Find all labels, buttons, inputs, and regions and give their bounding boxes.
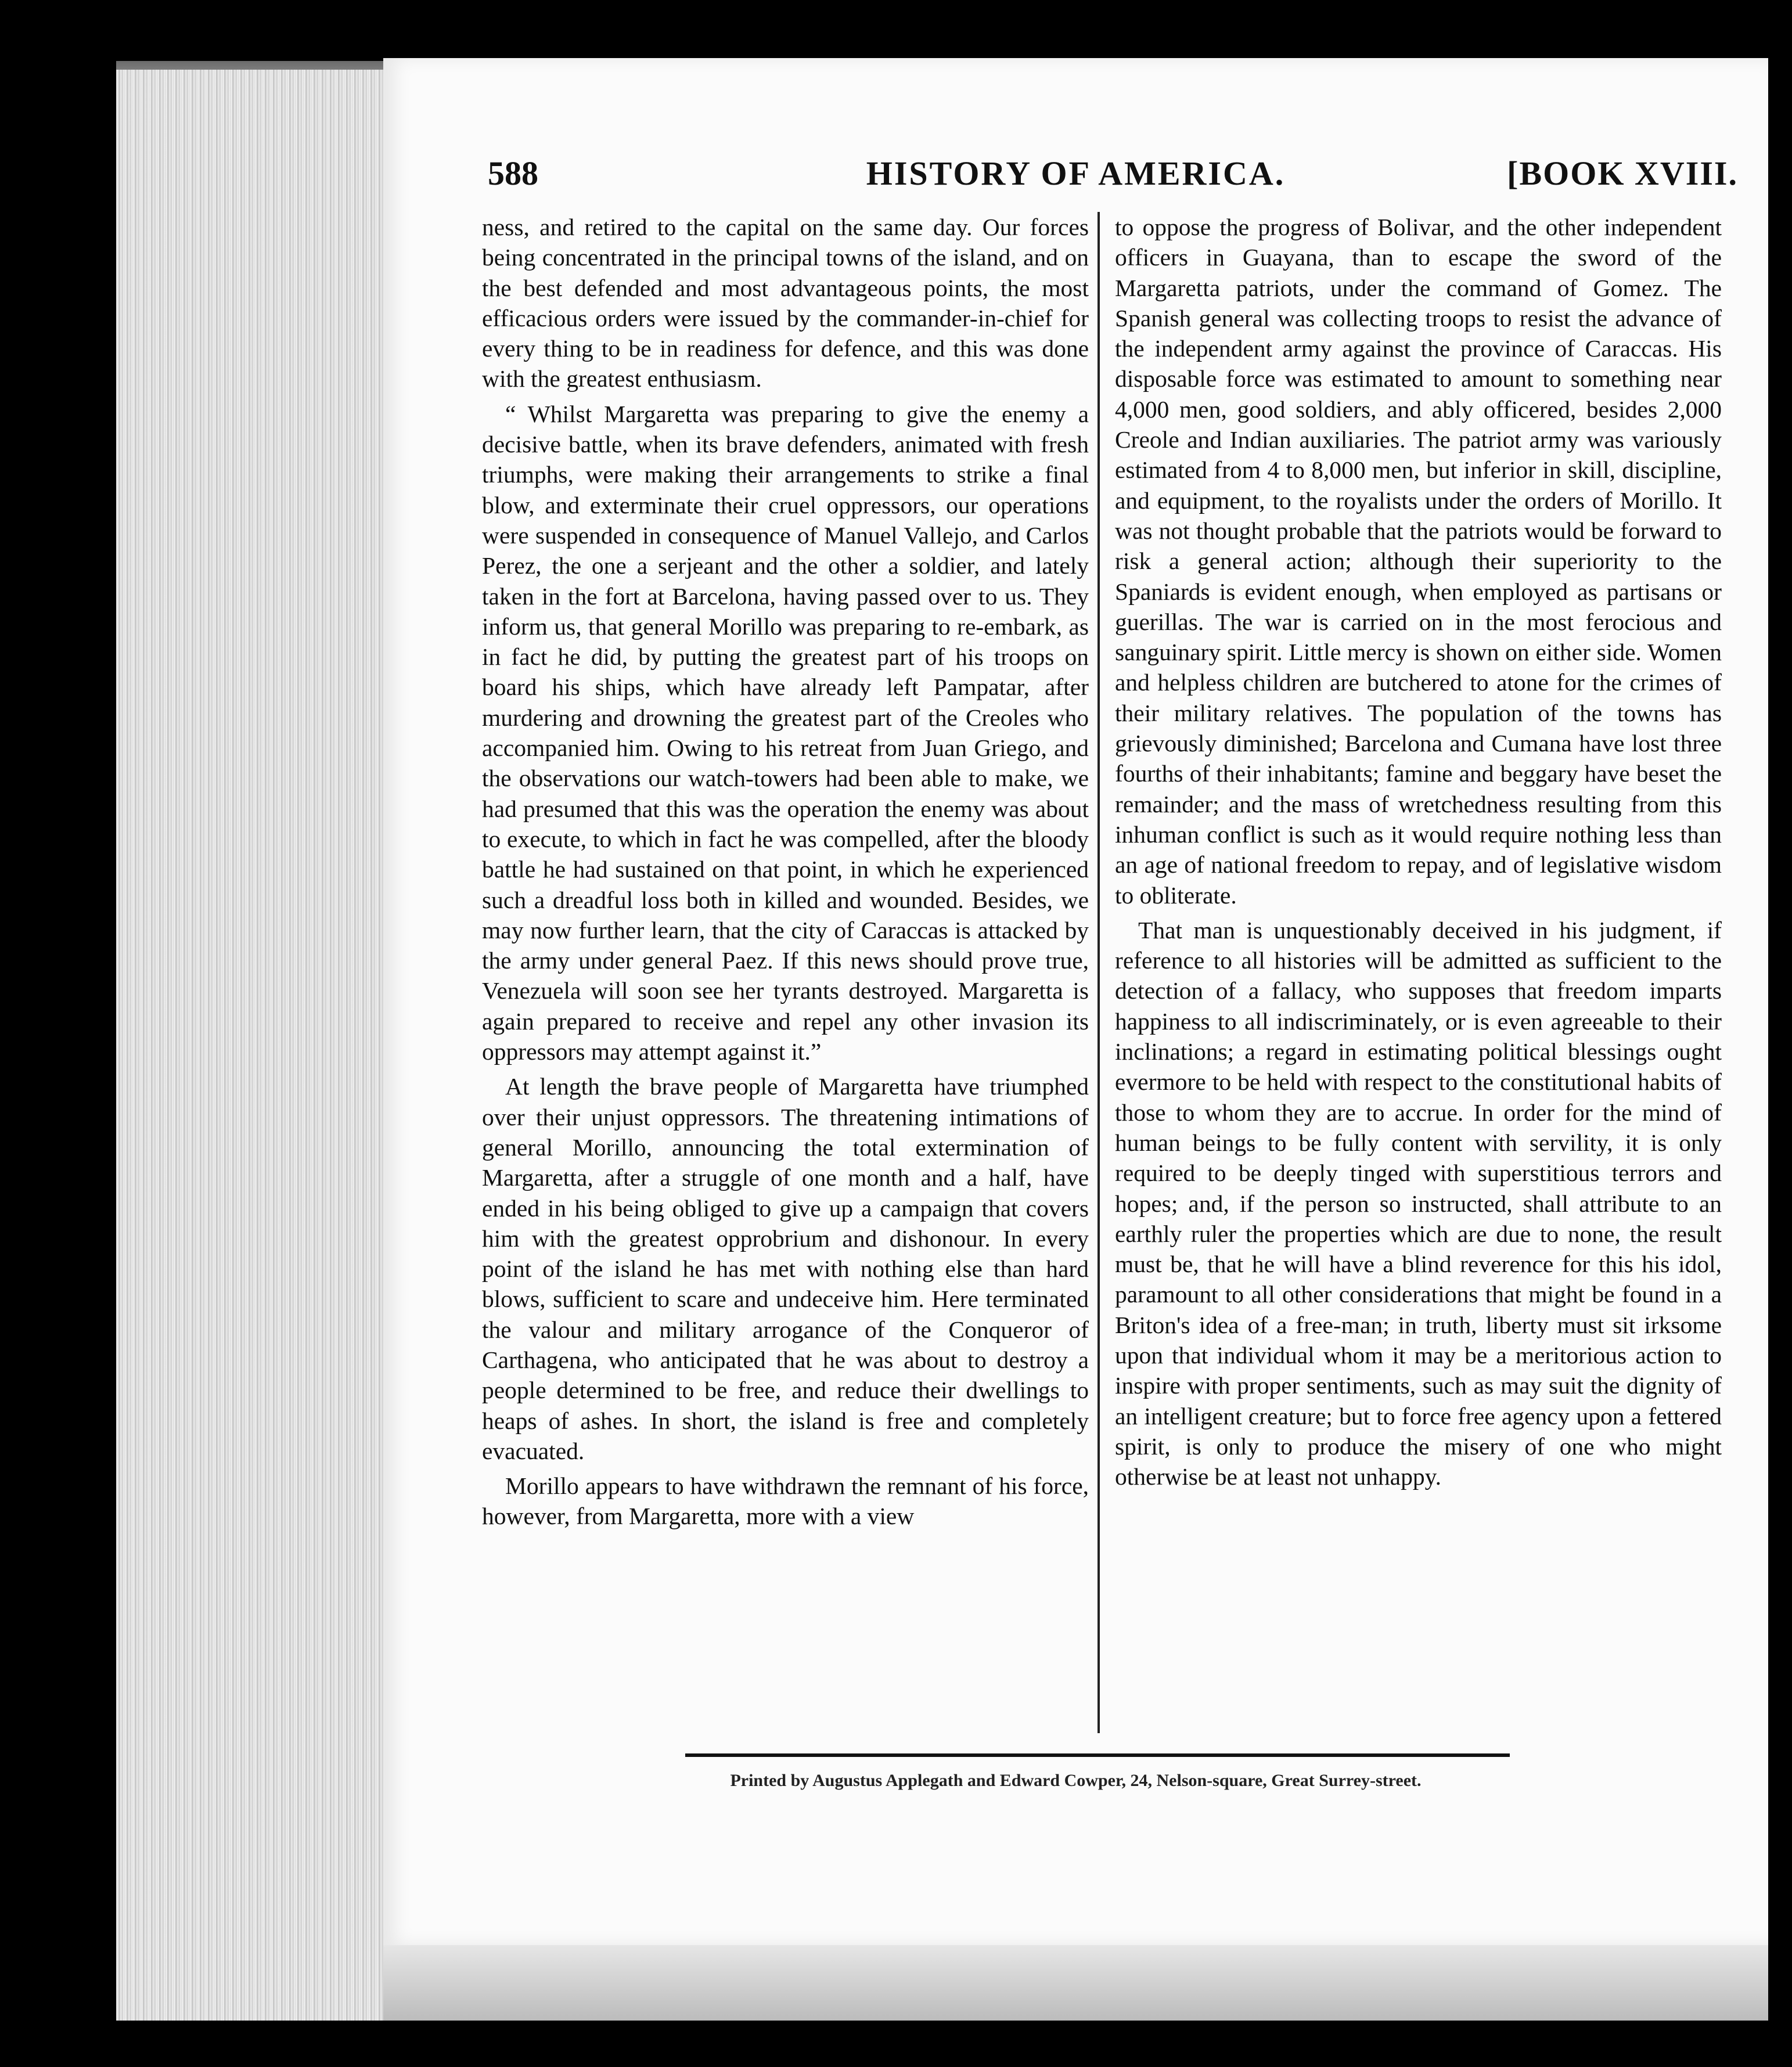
column-divider (1097, 212, 1100, 1733)
paragraph: Morillo appears to have withdrawn the remnant of his force, however, from Margaretta, more with a view (482, 1472, 1089, 1530)
paragraph: to oppose the progress of Bolivar, and the other independent officers in Guayana, than to escape the sword of the Margaretta patriots, under the command of Gomez. The Spanish general was collecting troops to resist the advance of the independent army against the province of Caraccas. His disposable force was estimated to amount to something near 4,000 men, good soldiers, and ably officered, besides 2,000 Creole and Indian auxiliaries. The patriot army was variously estimated from 4 to 8,000 men, but inferior in skill, discipline, and equipment, to the royalists under the orders of Morillo. It was not thought probable that the patriots would be forward to risk a general action; although their superiority to the Spaniards is evident enough, when employed as partisans or guerillas. The war is carried on in the most ferocious and sanguinary spirit. Little mercy is shown on either side. Women and helpless children are butchered to atone for the crimes of their military relatives. The population of the towns has grievously diminished; Barcelona and Cumana have lost three fourths of their inhabitants; famine and beggary have beset the remainder; and the mass of wretchedness resulting from this inhuman conflict is such as it would require nothing less than an age of national freedom to repay, and of legislative wisdom to obliterate. (1115, 214, 1722, 909)
page-block-edge (116, 70, 389, 2021)
running-head (383, 154, 1768, 200)
paragraph: That man is unquestionably deceived in his judgment, if reference to all histories will be admitted as sufficient to the detection of a fallacy, who supposes that freedom imparts happiness to all indiscriminately, or is even agreeable to their inclinations; a regard in estimating political blessings ought evermore to be held with respect to the constitutional habits of those to whom they are to accrue. In order for the mind of human beings to be fully content with servility, it is only required to be deeply tinged with superstitious terrors and hopes; and, if the person so instructed, shall attribute to an earthly ruler the properties which are due to none, the result must be, that he will have a blind reverence for this his idol, paramount to all other considerations that might be found in a Briton's idea of a free-man; in truth, liberty must sit irksome upon that individual whom it may be a meritorious action to inspire with proper sentiments, such as may suit the dignity of an intelligent creature; but to force free agency upon a fettered spirit, is only to produce the misery of one who might otherwise be at least not unhappy. (1115, 916, 1722, 1490)
page-bottom-shadow (383, 1945, 1768, 2021)
left-column (482, 212, 1089, 1532)
book-label: [BOOK XVIII. (1507, 154, 1738, 192)
paragraph: At length the brave people of Margaretta have triumphed over their unjust oppressors. The threatening intimations of general Morillo, announcing the total extermination of Margaretta, after a struggle of one month and a half, have ended in his being obliged to give up a campaign that covers him with the greatest opprobrium and dishonour. In every point of the island he has met with nothing else than hard blows, sufficient to scare and undeceive him. Here terminated the valour and military arrogance of the Conqueror of Carthagena, who anticipated that he was about to destroy a people determined to be free, and reduce their dwellings to heaps of ashes. In short, the island is free and completely evacuated. (482, 1073, 1089, 1464)
page-number: 588 (488, 154, 538, 192)
page-title: HISTORY OF AMERICA. (866, 154, 1286, 192)
paragraph: ness, and retired to the capital on the same day. Our forces being concentrated in the principal towns of the island, and on the best defended and most advantageous points, the most efficacious orders were issued by the commander-in-chief for every thing to be in readiness for defence, and this was done with the greatest enthusiasm. (482, 214, 1089, 392)
footer-rule (685, 1753, 1510, 1757)
paragraph: “ Whilst Margaretta was preparing to give the enemy a decisive battle, when its brave defenders, animated with fresh triumphs, were making their arrangements to strike a final blow, and exterminate their cruel oppressors, our operations were suspended in consequence of Manuel Vallejo, and Carlos Perez, the one a serjeant and the other a soldier, and lately taken in the fort at Barcelona, having passed over to us. They inform us, that general Morillo was preparing to re-embark, as in fact he did, by putting the greatest part of his troops on board his ships, which have already left Pampatar, after murdering and drowning the greatest part of the Creoles who accompanied him. Owing to his retreat from Juan Griego, and the observations our watch-towers had been able to make, we had presumed that this was the operation the enemy was about to execute, to which in fact he was compelled, after the bloody battle he had sustained on that point, in which he experienced such a dreadful loss both in killed and wounded. Besides, we may now further learn, that the city of Caraccas is attacked by the army under general Paez. If this news should prove true, Venezuela will soon see her tyrants destroyed. Margaretta is again prepared to receive and repel any other invasion its oppressors may attempt against it.” (482, 400, 1089, 1065)
book-page (383, 58, 1768, 1945)
right-column (1115, 212, 1722, 1492)
printer-imprint: Printed by Augustus Applegath and Edward Cowper, 24, Nelson-square, Great Surrey-street. (730, 1771, 1422, 1790)
